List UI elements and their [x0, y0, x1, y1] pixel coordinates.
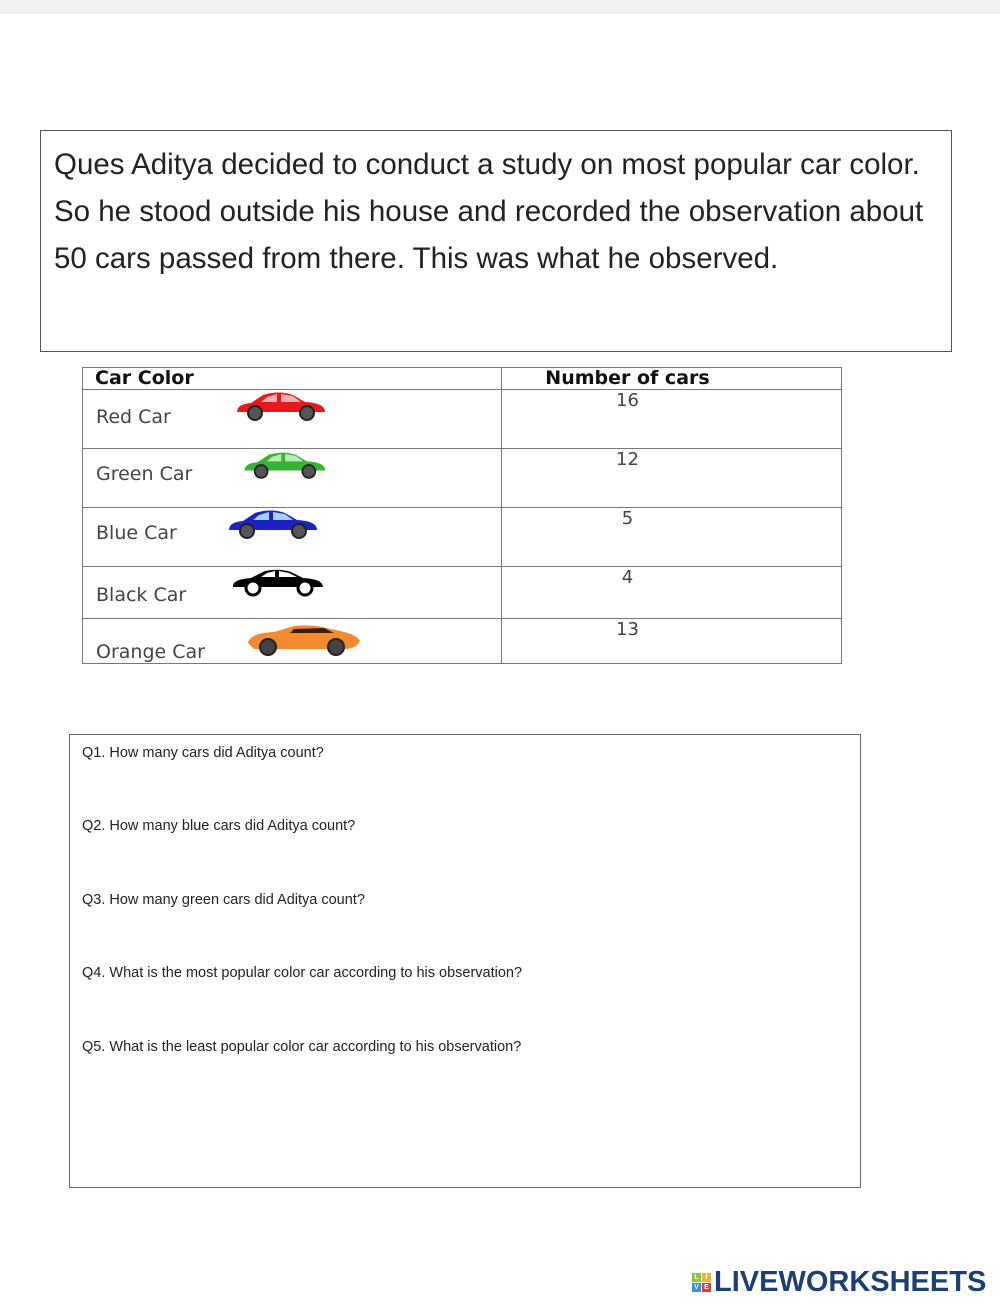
car-count: 13	[616, 619, 639, 640]
questions-box	[69, 734, 861, 1188]
car-color-table	[82, 367, 842, 664]
table-row	[83, 449, 842, 508]
car-label: Green Car	[96, 463, 193, 485]
red-car-icon	[233, 390, 329, 422]
black-car-icon	[229, 567, 329, 599]
car-count: 4	[621, 567, 634, 588]
question-3: Q3. How many green cars did Aditya count?	[82, 892, 365, 908]
car-label: Red Car	[96, 406, 171, 428]
question-intro-box	[40, 130, 952, 352]
header-car-color: Car Color	[83, 368, 502, 390]
blue-car-icon	[225, 508, 321, 540]
orange-car-icon	[243, 623, 365, 659]
question-2: Q2. How many blue cars did Aditya count?	[82, 818, 356, 834]
table-row	[83, 390, 842, 449]
question-5: Q5. What is the least popular color car according to his observation?	[82, 1039, 522, 1055]
liveworksheets-logo	[692, 1266, 986, 1299]
header-number-of-cars: Number of cars	[502, 368, 842, 390]
logo-tiles-icon: L I V E	[692, 1273, 711, 1292]
top-bar	[0, 0, 1000, 14]
question-1: Q1. How many cars did Aditya count?	[82, 745, 324, 761]
logo-text: LIVEWORKSHEETS	[714, 1266, 987, 1298]
table-row	[83, 567, 842, 619]
car-label: Blue Car	[96, 522, 177, 544]
car-count: 5	[621, 508, 634, 529]
table-row	[83, 508, 842, 567]
table-row	[83, 619, 842, 664]
car-count: 16	[616, 390, 639, 411]
car-count: 12	[616, 449, 639, 470]
table-header-row	[83, 368, 842, 390]
car-label: Orange Car	[96, 641, 205, 663]
question-4: Q4. What is the most popular color car according to his observation?	[82, 965, 523, 981]
green-car-icon	[241, 449, 329, 481]
car-label: Black Car	[96, 584, 187, 606]
question-intro-text: Ques Aditya decided to conduct a study on most popular car color. So he stood outside his house and recorded the observation about 50 cars passed from there. This was what he observed.	[54, 148, 924, 275]
